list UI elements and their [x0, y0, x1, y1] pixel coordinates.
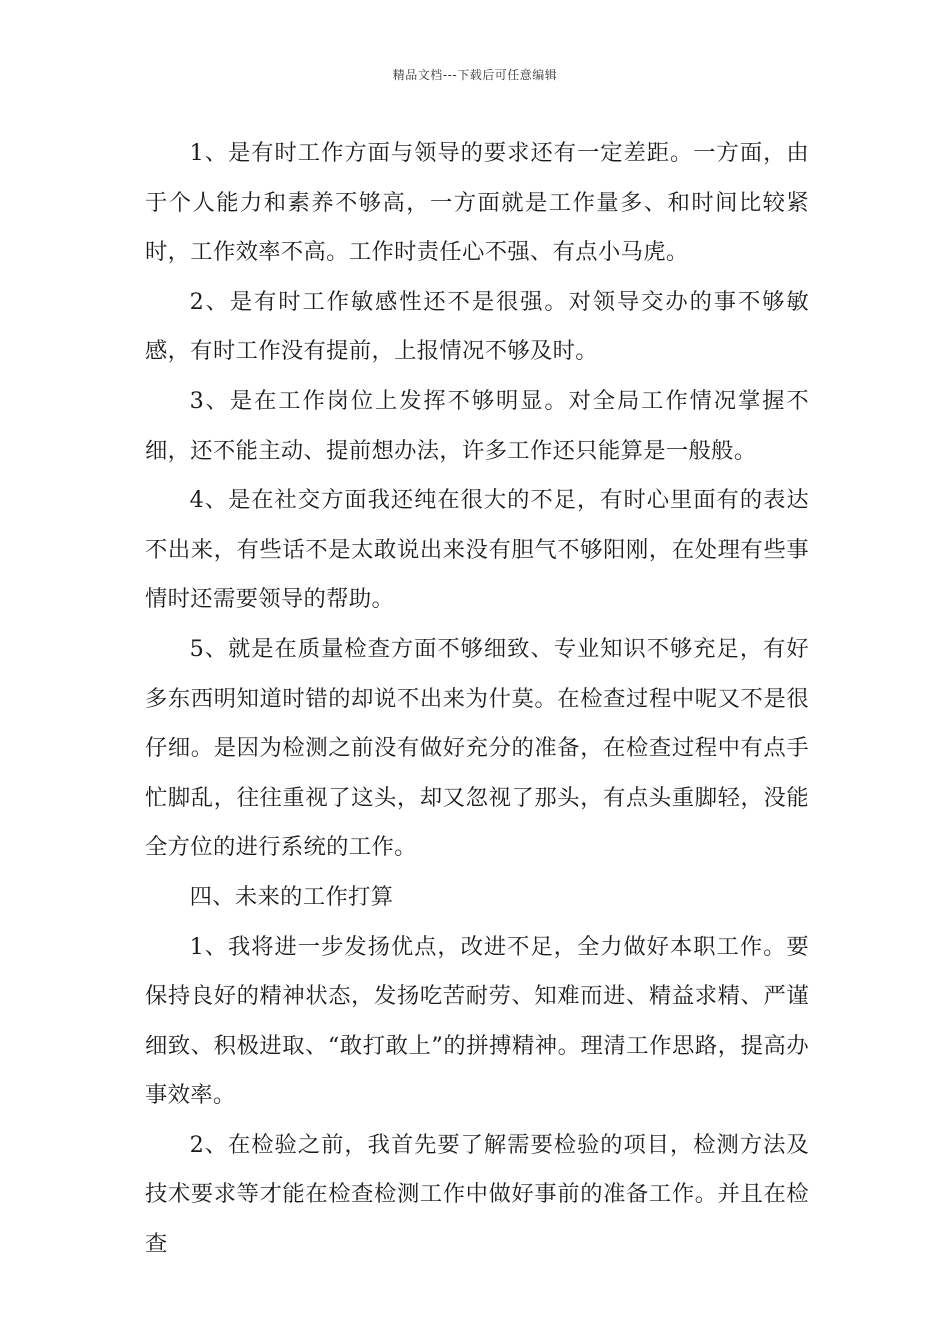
paragraph-plan-1: 1、我将进一步发扬优点，改进不足，全力做好本职工作。要保持良好的精神状态，发扬吃苦耐劳、知难而进、精益求精、严谨细致、积极进取、“敢打敢上”的拼搏精神。理清工作思路，提高办事效率。 [145, 933, 809, 1109]
document-body [145, 129, 809, 1270]
paragraph-problem-4: 4、是在社交方面我还纯在很大的不足，有时心里面有的表达不出来，有些话不是太敢说出来没有胆气不够阳刚，在处理有些事情时还需要领导的帮助。 [145, 487, 809, 613]
paragraph-problem-1: 1、是有时工作方面与领导的要求还有一定差距。一方面，由于个人能力和素养不够高，一方面就是工作量多、和时间比较紧时，工作效率不高。工作时责任心不强、有点小马虎。 [145, 140, 809, 266]
section-heading-future-plans: 四、未来的工作打算 [189, 883, 394, 910]
paragraph-plan-2: 2、在检验之前，我首先要了解需要检验的项目，检测方法及技术要求等才能在检查检测工作中做好事前的准备工作。并且在检查 [145, 1131, 809, 1258]
paragraph-problem-2: 2、是有时工作敏感性还不是很强。对领导交办的事不够敏感，有时工作没有提前，上报情况不够及时。 [145, 288, 809, 365]
paragraph-problem-5: 5、就是在质量检查方面不够细致、专业知识不够充足，有好多东西明知道时错的却说不出来为什莫。在检查过程中呢又不是很仔细。是因为检测之前没有做好充分的准备，在检查过程中有点手忙脚乱，往往重视了这头，却又忽视了那头，有点头重脚轻，没能全方位的进行系统的工作。 [145, 635, 809, 861]
page-header: 精品文档---下载后可任意编辑 [392, 68, 558, 82]
paragraph-problem-3: 3、是在工作岗位上发挥不够明显。对全局工作情况掌握不细，还不能主动、提前想办法，许多工作还只能算是一般般。 [145, 387, 809, 464]
